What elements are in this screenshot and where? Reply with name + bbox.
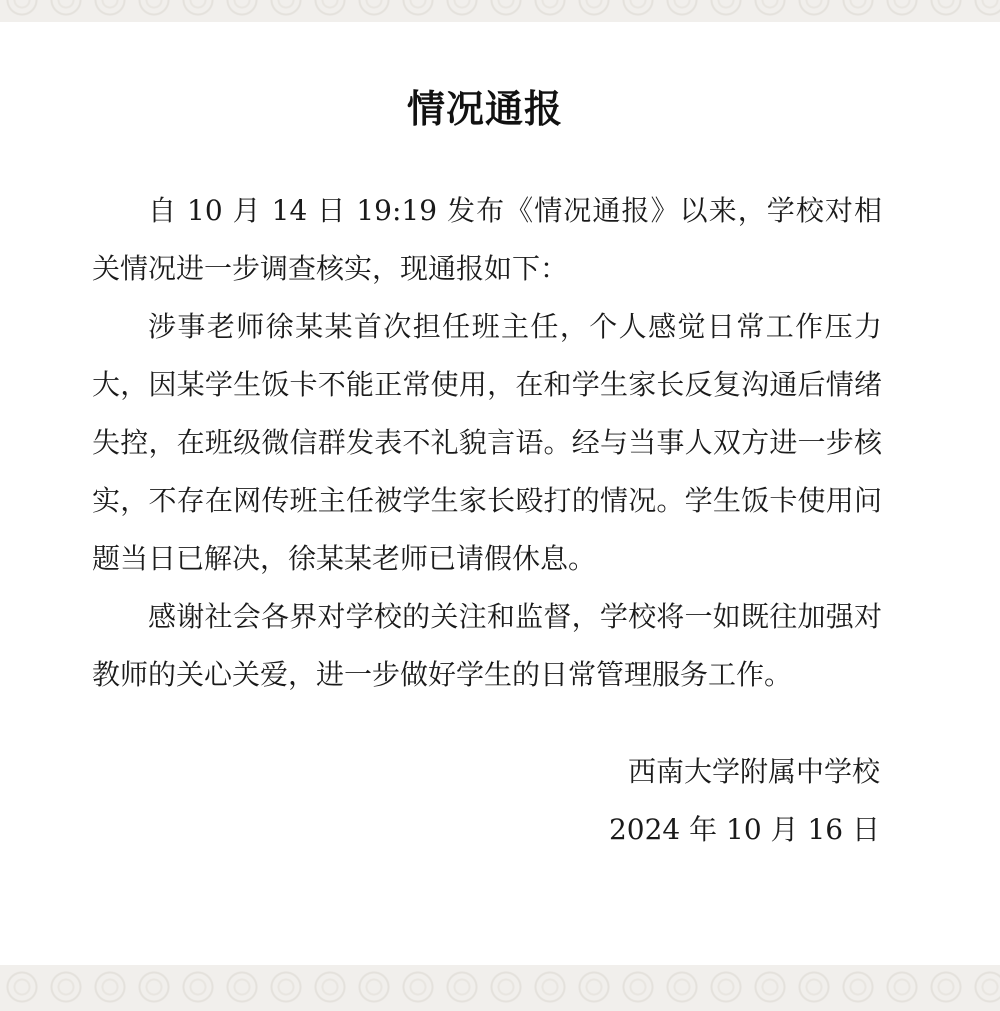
- notice-document: [0, 22, 1000, 965]
- document-body: [92, 182, 882, 704]
- decorative-pattern-bottom: [0, 965, 1000, 1011]
- decorative-pattern-top: [0, 0, 1000, 22]
- paragraph-intro: 自 10 月 14 日 19:19 发布《情况通报》以来，学校对相关情况进一步调查核实，现通报如下：: [92, 194, 882, 285]
- document-title: 情况通报: [406, 87, 563, 131]
- paragraph-details: 涉事老师徐某某首次担任班主任，个人感觉日常工作压力大，因某学生饭卡不能正常使用，在和学生家长反复沟通后情绪失控，在班级微信群发表不礼貌言语。经与当事人双方进一步核实，不存在网传班主任被学生家长殴打的情况。学生饭卡使用问题当日已解决，徐某某老师已请假休息。: [92, 310, 882, 575]
- signature-date: 2024 年 10 月 16 日: [608, 813, 880, 846]
- signature-organization: 西南大学附属中学校: [627, 755, 880, 788]
- paragraph-closing: 感谢社会各界对学校的关注和监督，学校将一如既往加强对教师的关心关爱，进一步做好学生的日常管理服务工作。: [92, 600, 882, 691]
